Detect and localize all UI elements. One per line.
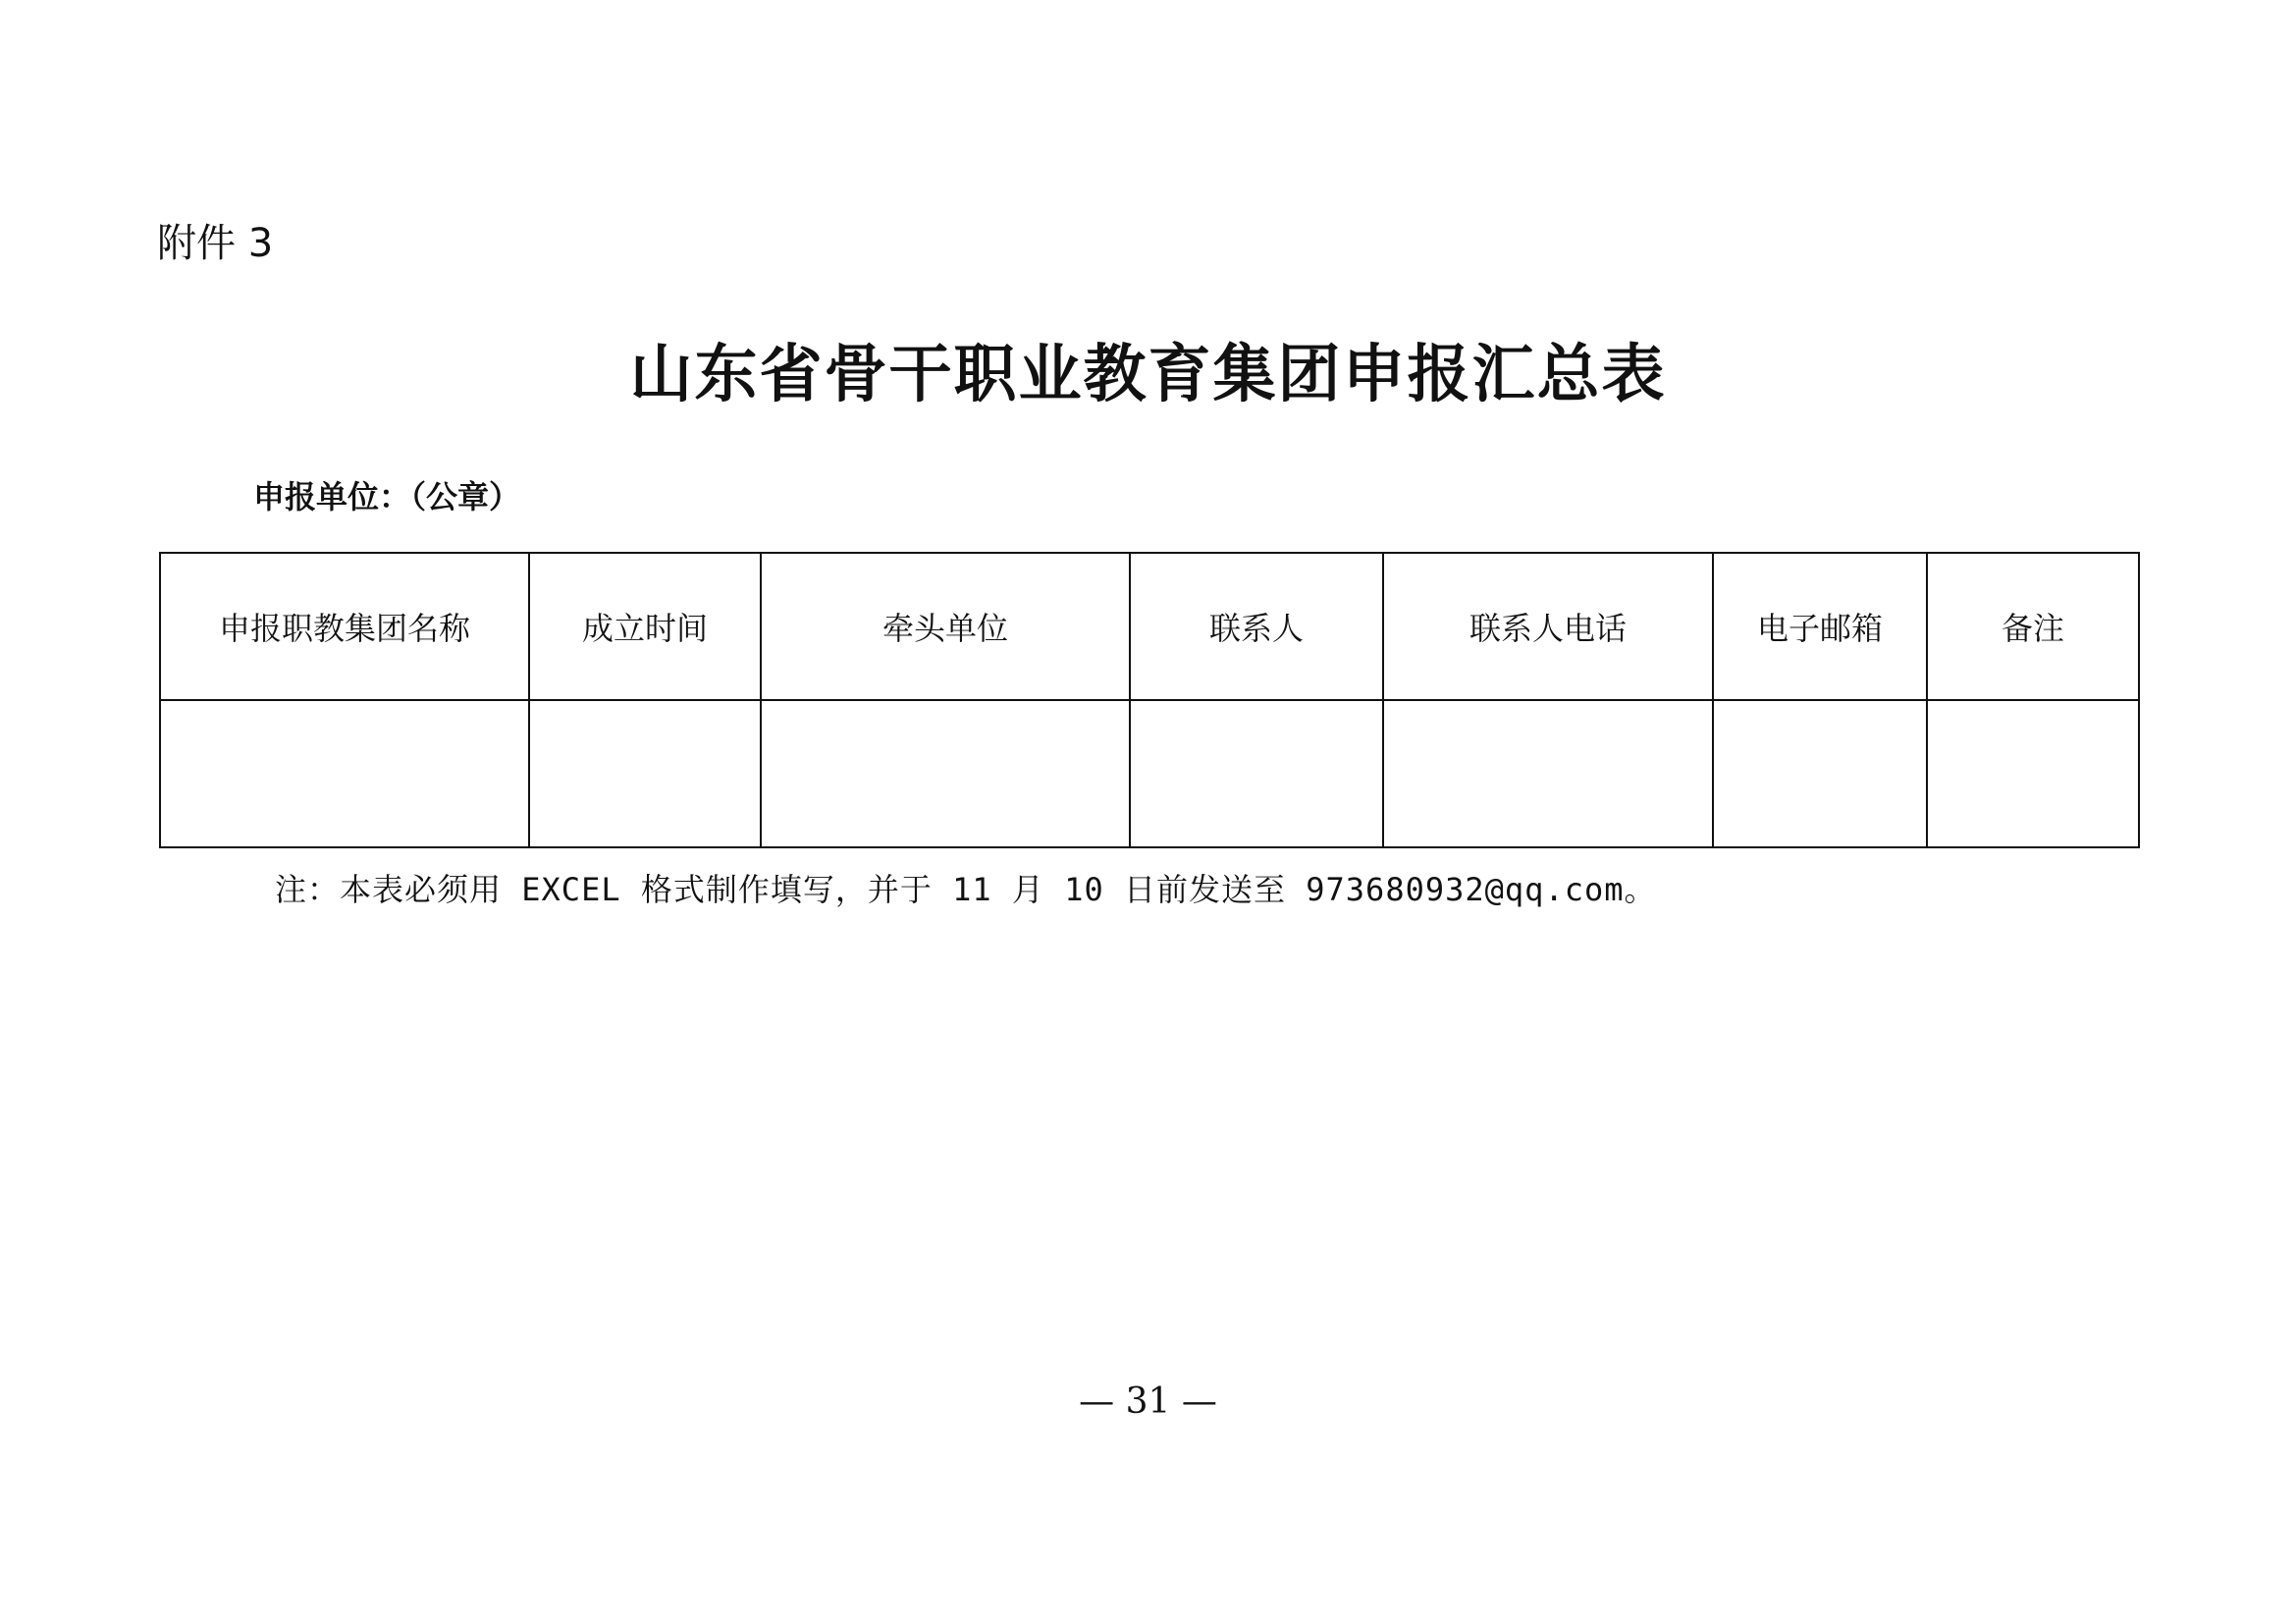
cell-contact-phone[interactable] [1383,700,1713,847]
header-contact-phone: 联系人电话 [1383,553,1713,700]
attachment-label: 附件 3 [157,221,274,266]
cell-email[interactable] [1713,700,1927,847]
header-email: 电子邮箱 [1713,553,1927,700]
table-header-row [160,553,2139,700]
table-row [160,700,2139,847]
cell-contact-person[interactable] [1130,700,1383,847]
table-note: 注：本表必须用 EXCEL 格式制作填写，并于 11 月 10 日前发送至 973680932@qq.com。 [275,871,1657,908]
applicant-unit-label: 申报单位：（公章） [253,478,521,515]
cell-remarks[interactable] [1927,700,2139,847]
page-number: — 31 — [1079,1381,1217,1422]
cell-group-name[interactable] [160,700,529,847]
header-remarks: 备注 [1927,553,2139,700]
cell-lead-unit[interactable] [761,700,1130,847]
header-lead-unit: 牵头单位 [761,553,1130,700]
header-established-date: 成立时间 [529,553,761,700]
header-contact-person: 联系人 [1130,553,1383,700]
cell-established-date[interactable] [529,700,761,847]
header-group-name: 申报职教集团名称 [160,553,529,700]
document-title: 山东省骨干职业教育集团申报汇总表 [629,338,1667,411]
summary-table [159,552,2140,848]
